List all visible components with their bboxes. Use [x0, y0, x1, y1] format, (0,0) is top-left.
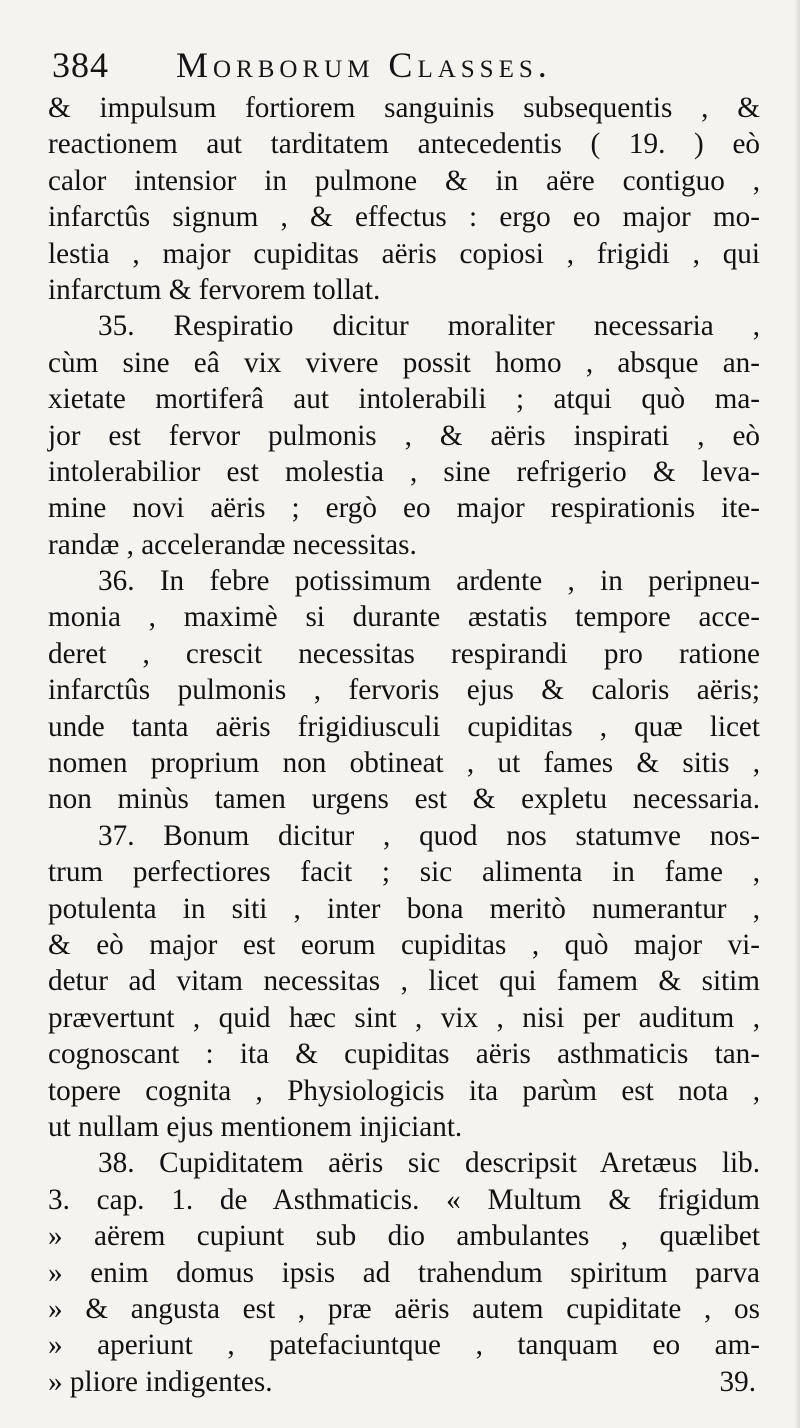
- page-edge: [794, 0, 800, 1428]
- text-line: xietate mortiferâ aut intolerabili ; atqui quò ma-: [48, 383, 760, 416]
- paragraph-38-start: 38. Cupiditatem aëris sic descripsit Aretæus lib.: [98, 1147, 760, 1180]
- paragraph-37-start: 37. Bonum dicitur , quod nos statumve nos-: [98, 819, 760, 852]
- text-line: 3. cap. 1. de Asthmaticis. « Multum & frigidum: [48, 1183, 760, 1216]
- text-line: prævertunt , quid hæc sint , vix , nisi per auditum ,: [48, 1001, 760, 1034]
- quote-line: » aperiunt , patefaciuntque , tanquam eo am-: [48, 1329, 760, 1362]
- quote-line: » pliore indigentes.: [48, 1365, 273, 1398]
- text-line: calor intensior in pulmone & in aëre contiguo ,: [48, 164, 760, 197]
- text-line: reactionem aut tarditatem antecedentis ( 19. ) eò: [48, 128, 760, 161]
- text-line: lestia , major cupiditas aëris copiosi , frigidi , qui: [48, 237, 760, 270]
- text-line: & impulsum fortiorem sanguinis subsequentis , &: [48, 92, 760, 124]
- text-line: monia , maximè si durante æstatis tempore acce-: [48, 601, 760, 634]
- text-line: & eò major est eorum cupiditas , quò major vi-: [48, 928, 760, 961]
- final-line: [48, 1364, 760, 1400]
- text-line: trum perfectiores facit ; sic alimenta in fame ,: [48, 856, 760, 889]
- quote-line: » aërem cupiunt sub dio ambulantes , quælibet: [48, 1220, 760, 1253]
- text-line: detur ad vitam necessitas , licet qui famem & sitim: [48, 965, 760, 998]
- catchword: 39.: [719, 1365, 756, 1398]
- text-line: topere cognita , Physiologicis ita parùm est nota ,: [48, 1074, 760, 1107]
- text-line: jor est fervor pulmonis , & aëris inspirati , eò: [48, 419, 760, 452]
- text-line: infarctûs signum , & effectus : ergo eo major mo-: [48, 201, 760, 234]
- running-head: Morborum Classes.: [176, 45, 552, 85]
- text-line: deret , crescit necessitas respirandi pro ratione: [48, 637, 760, 670]
- paragraph-35-start: 35. Respiratio dicitur moraliter necessaria ,: [98, 310, 760, 343]
- page-header: [46, 38, 766, 98]
- text-line: randæ , accelerandæ necessitas.: [48, 528, 417, 561]
- quote-line: » & angusta est , præ aëris autem cupiditate , os: [48, 1292, 760, 1325]
- text-line: nomen proprium non obtineat , ut fames & sitis ,: [48, 747, 760, 780]
- paragraph-36-start: 36. In febre potissimum ardente , in peripneu-: [98, 565, 760, 598]
- text-line: potulenta in siti , inter bona meritò numerantur ,: [48, 892, 760, 925]
- text-line: infarctûs pulmonis , fervoris ejus & caloris aëris;: [48, 674, 760, 707]
- text-line: unde tanta aëris frigidiusculi cupiditas , quæ licet: [48, 710, 760, 743]
- text-line: non minùs tamen urgens est & expletu necessaria.: [48, 783, 760, 816]
- page-number: 384: [52, 45, 109, 85]
- quote-line: » enim domus ipsis ad trahendum spiritum parva: [48, 1256, 760, 1289]
- text-line: intolerabilior est molestia , sine refrigerio & leva-: [48, 455, 760, 488]
- text-line: cognoscant : ita & cupiditas aëris asthmaticis tan-: [48, 1038, 760, 1071]
- text-line: cùm sine eâ vix vivere possit homo , absque an-: [48, 346, 760, 379]
- text-line: infarctum & fervorem tollat.: [48, 273, 381, 306]
- body-text: [48, 90, 760, 1400]
- text-line: ut nullam ejus mentionem injiciant.: [48, 1110, 463, 1143]
- text-line: mine novi aëris ; ergò eo major respirationis ite-: [48, 492, 760, 525]
